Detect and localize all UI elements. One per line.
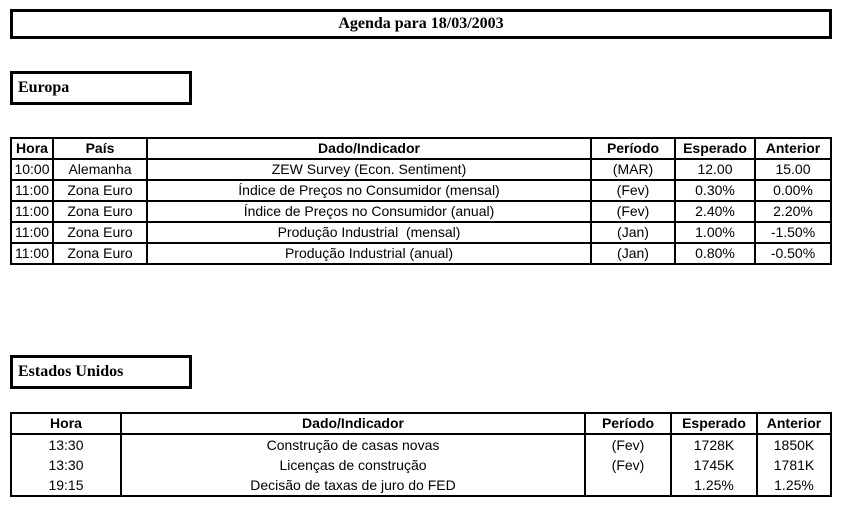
cell-pais: Zona Euro (53, 243, 147, 264)
table-row (11, 475, 831, 496)
us-header-row (11, 413, 831, 434)
table-row (11, 201, 831, 222)
cell-esperado: 0.80% (675, 243, 755, 264)
cell-esperado: 2.40% (675, 201, 755, 222)
header-dado-indicador: Dado/Indicador (121, 413, 585, 434)
cell-anterior: 0.00% (755, 180, 831, 201)
cell-periodo: (Jan) (591, 222, 675, 243)
table-row (11, 180, 831, 201)
header-esperado: Esperado (671, 413, 757, 434)
cell-esperado: 12.00 (675, 159, 755, 180)
header-periodo: Período (585, 413, 671, 434)
cell-indicador: Índice de Preços no Consumidor (anual) (147, 201, 591, 222)
cell-hora: 19:15 (11, 475, 121, 496)
cell-periodo: (Fev) (591, 201, 675, 222)
cell-periodo: (Fev) (591, 180, 675, 201)
table-row (11, 159, 831, 180)
table-row (11, 455, 831, 475)
cell-indicador: Índice de Preços no Consumidor (mensal) (147, 180, 591, 201)
cell-hora: 13:30 (11, 455, 121, 475)
cell-indicador: ZEW Survey (Econ. Sentiment) (147, 159, 591, 180)
cell-esperado: 1.00% (675, 222, 755, 243)
cell-esperado: 1728K (671, 434, 757, 455)
cell-esperado: 1745K (671, 455, 757, 475)
cell-pais: Zona Euro (53, 180, 147, 201)
cell-anterior: 1850K (757, 434, 831, 455)
cell-pais: Alemanha (53, 159, 147, 180)
cell-hora: 11:00 (11, 201, 53, 222)
cell-anterior: 15.00 (755, 159, 831, 180)
header-hora: Hora (11, 413, 121, 434)
cell-esperado: 0.30% (675, 180, 755, 201)
table-row (11, 434, 831, 455)
cell-hora: 10:00 (11, 159, 53, 180)
header-periodo: Período (591, 138, 675, 159)
cell-hora: 11:00 (11, 180, 53, 201)
table-row (11, 222, 831, 243)
table-row (11, 243, 831, 264)
cell-esperado: 1.25% (671, 475, 757, 496)
section-title-us: Estados Unidos (10, 355, 192, 389)
cell-anterior: 2.20% (755, 201, 831, 222)
cell-anterior: 1781K (757, 455, 831, 475)
header-pais: País (53, 138, 147, 159)
cell-periodo: (MAR) (591, 159, 675, 180)
agenda-title: Agenda para 18/03/2003 (10, 9, 832, 39)
cell-indicador: Produção Industrial (anual) (147, 243, 591, 264)
cell-pais: Zona Euro (53, 222, 147, 243)
header-hora: Hora (11, 138, 53, 159)
cell-hora: 13:30 (11, 434, 121, 455)
cell-hora: 11:00 (11, 222, 53, 243)
cell-hora: 11:00 (11, 243, 53, 264)
cell-pais: Zona Euro (53, 201, 147, 222)
cell-anterior: -0.50% (755, 243, 831, 264)
us-table (10, 412, 832, 497)
cell-indicador: Produção Industrial (mensal) (147, 222, 591, 243)
header-esperado: Esperado (675, 138, 755, 159)
cell-periodo: (Fev) (585, 434, 671, 455)
europe-table (10, 137, 832, 265)
cell-indicador: Construção de casas novas (121, 434, 585, 455)
cell-anterior: 1.25% (757, 475, 831, 496)
cell-anterior: -1.50% (755, 222, 831, 243)
cell-periodo (585, 475, 671, 496)
section-title-europe: Europa (10, 71, 192, 105)
header-anterior: Anterior (755, 138, 831, 159)
header-dado-indicador: Dado/Indicador (147, 138, 591, 159)
cell-indicador: Decisão de taxas de juro do FED (121, 475, 585, 496)
cell-indicador: Licenças de construção (121, 455, 585, 475)
header-anterior: Anterior (757, 413, 831, 434)
cell-periodo: (Jan) (591, 243, 675, 264)
europe-header-row (11, 138, 831, 159)
cell-periodo: (Fev) (585, 455, 671, 475)
